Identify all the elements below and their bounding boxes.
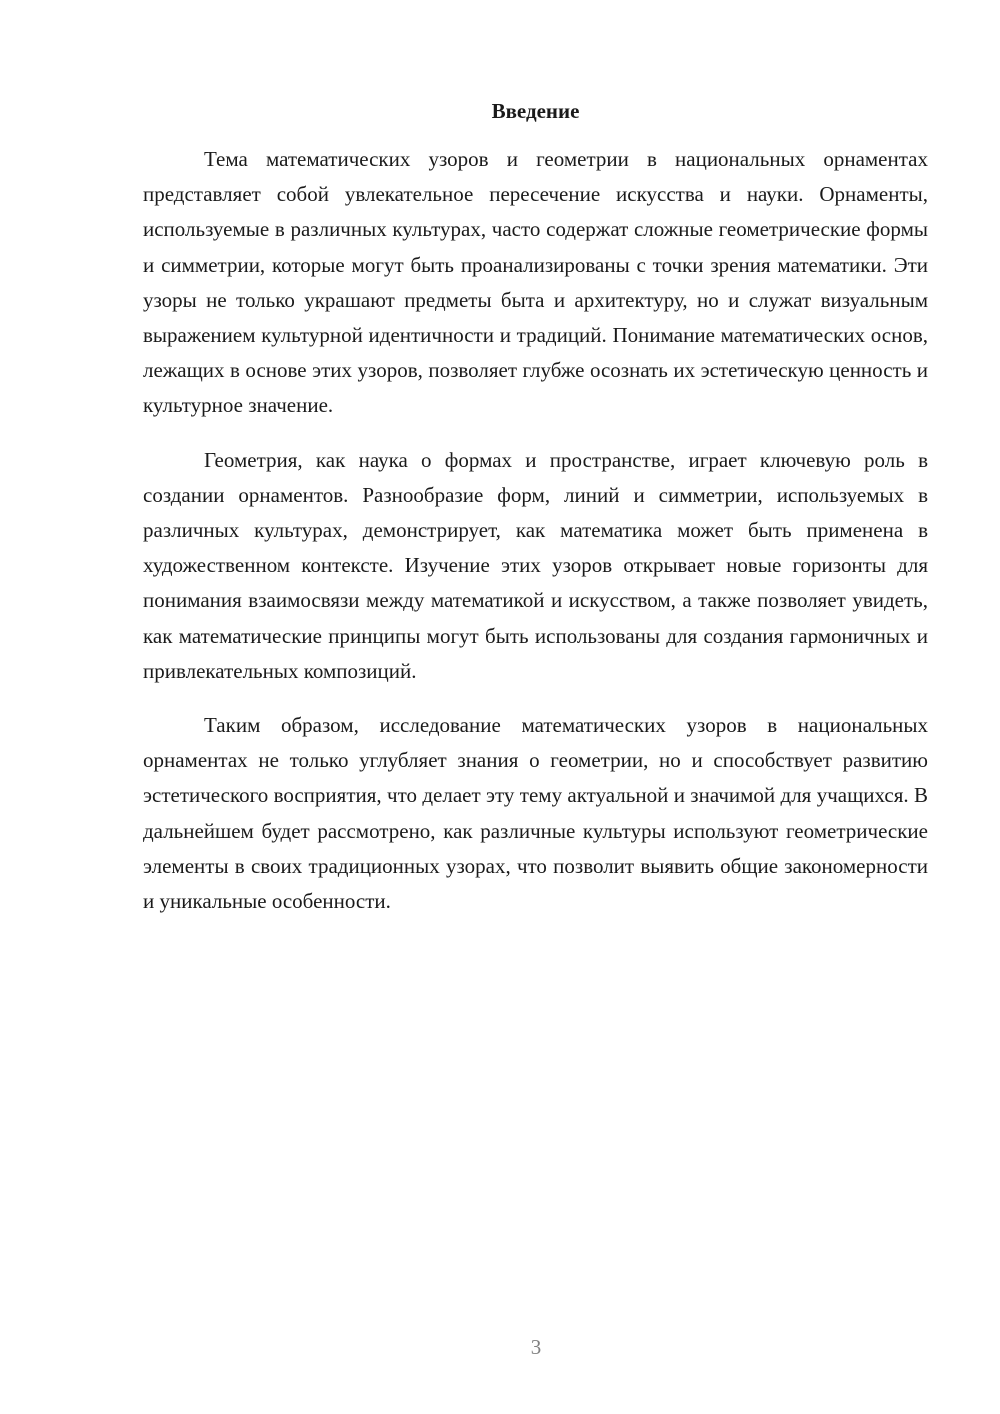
paragraph-2: Геометрия, как наука о формах и пространстве, играет ключевую роль в создании орнаментов. Разнообразие форм, линий и симметрии, используемых в различных культурах, демонстрирует, как математика может быть применена в художественном контексте. Изучение этих узоров открывает новые горизонты для понимания взаимосвязи между математикой и искусством, а также позволяет увидеть, как математические принципы могут быть использованы для создания гармоничных и привлекательных композиций. [143,447,928,683]
section-title: Введение [491,99,580,123]
paragraph-1: Тема математических узоров и геометрии в национальных орнаментах представляет собой увлекательное пересечение искусства и науки. Орнаменты, используемые в различных культурах, часто содержат сложные геометрические формы и симметрии, которые могут быть проанализированы с точки зрения математики. Эти узоры не только украшают предметы быта и архитектуру, но и служат визуальным выражением культурной идентичности и традиций. Понимание математических основ, лежащих в основе этих узоров, позволяет глубже осознать их эстетическую ценность и культурное значение. [143,147,928,418]
page-number: 3 [530,1335,542,1359]
body-text [143,142,928,938]
paragraph-3: Таким образом, исследование математических узоров в национальных орнаментах не только углубляет знания о геометрии, но и способствует развитию эстетического восприятия, что делает эту тему актуальной и значимой для учащихся. В дальнейшем будет рассмотрено, как различные культуры используют геометрические элементы в своих традиционных узорах, что позволит выявить общие закономерности и уникальные особенности. [143,713,928,914]
